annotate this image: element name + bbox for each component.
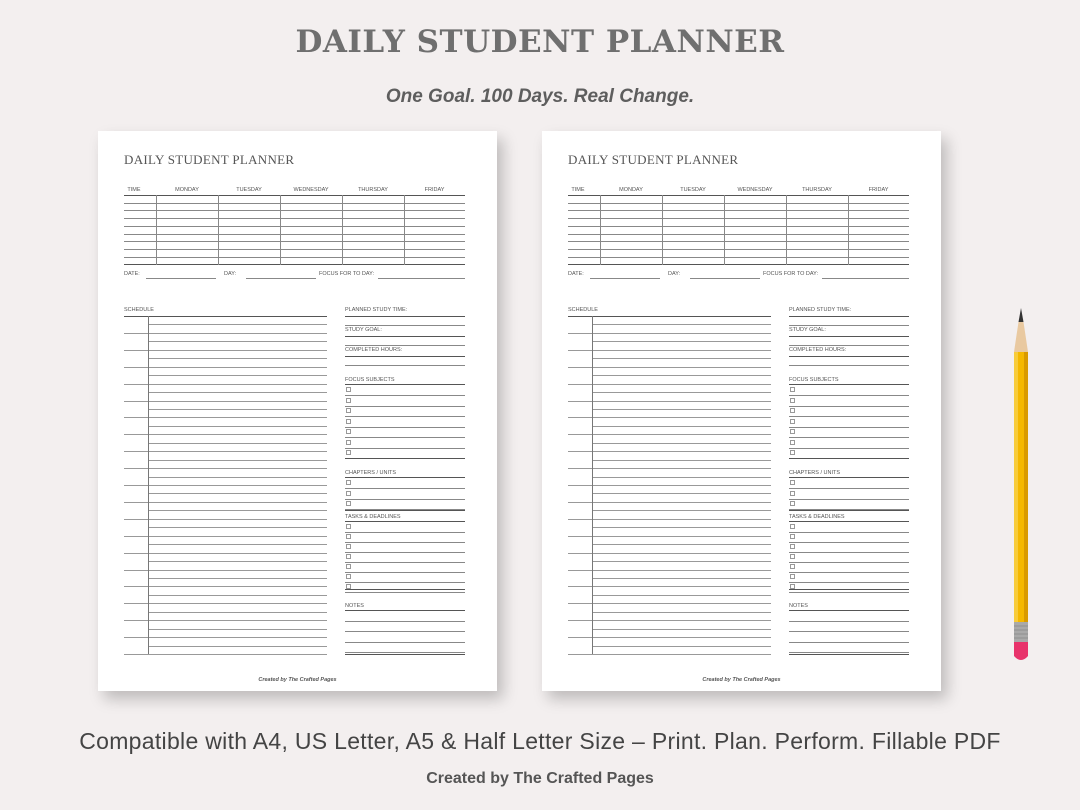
schedule-line — [124, 367, 327, 368]
schedule-line — [148, 527, 327, 528]
schedule-line — [568, 502, 771, 503]
field-line[interactable] — [789, 316, 909, 317]
checkbox[interactable] — [790, 480, 795, 485]
checkbox[interactable] — [790, 387, 795, 392]
day-label: DAY: — [224, 271, 237, 277]
grid-line — [568, 234, 909, 235]
schedule-divider — [148, 316, 149, 654]
weekly-grid — [124, 187, 465, 265]
page-credit: Created by The Crafted Pages — [702, 677, 781, 683]
chapters-units-label: CHAPTERS / UNITS — [345, 470, 397, 476]
field-line[interactable] — [789, 552, 909, 553]
schedule-line — [592, 477, 771, 478]
checkbox[interactable] — [346, 524, 351, 529]
schedule-line — [124, 519, 327, 520]
schedule-line — [568, 519, 771, 520]
schedule-line — [124, 401, 327, 402]
checkbox[interactable] — [346, 387, 351, 392]
schedule-line — [568, 654, 771, 655]
schedule-line — [592, 510, 771, 511]
schedule-line — [592, 324, 771, 325]
field-line[interactable] — [345, 416, 465, 417]
field-line[interactable] — [789, 458, 909, 459]
field-line[interactable] — [345, 316, 465, 317]
grid-line — [568, 226, 909, 227]
schedule-line — [148, 443, 327, 444]
notes-label: NOTES — [789, 603, 808, 609]
checkbox[interactable] — [790, 419, 795, 424]
checkbox[interactable] — [346, 554, 351, 559]
schedule-line — [148, 612, 327, 613]
field-line[interactable] — [789, 448, 909, 449]
schedule-line — [124, 468, 327, 469]
grid-line — [124, 234, 465, 235]
checkbox[interactable] — [790, 524, 795, 529]
grid-line — [568, 210, 909, 211]
field-line[interactable] — [789, 336, 909, 337]
checkbox[interactable] — [346, 501, 351, 506]
field-line[interactable] — [345, 437, 465, 438]
schedule-line — [568, 620, 771, 621]
credit-text: Created by The Crafted Pages — [426, 770, 654, 787]
schedule-area[interactable] — [124, 316, 327, 654]
schedule-line — [148, 578, 327, 579]
grid-divider — [404, 195, 405, 265]
field-line[interactable] — [789, 384, 909, 385]
schedule-line — [592, 595, 771, 596]
planned-study-time-label: PLANNED STUDY TIME: — [345, 307, 408, 313]
schedule-line — [592, 460, 771, 461]
planned-study-time-label: PLANNED STUDY TIME: — [789, 307, 852, 313]
field-line[interactable] — [345, 499, 465, 500]
schedule-line — [592, 646, 771, 647]
grid-divider — [786, 195, 787, 265]
checkbox[interactable] — [790, 534, 795, 539]
checkbox[interactable] — [346, 450, 351, 455]
schedule-line — [124, 553, 327, 554]
checkbox[interactable] — [790, 491, 795, 496]
field-line[interactable] — [345, 395, 465, 396]
schedule-line — [124, 654, 327, 655]
schedule-line — [568, 603, 771, 604]
field-line[interactable] — [345, 488, 465, 489]
pencil-icon — [1011, 308, 1031, 662]
schedule-line — [568, 367, 771, 368]
checkbox[interactable] — [346, 544, 351, 549]
schedule-line — [124, 620, 327, 621]
fill-line[interactable] — [590, 278, 660, 279]
fill-line[interactable] — [146, 278, 216, 279]
schedule-line — [148, 595, 327, 596]
checkbox[interactable] — [346, 429, 351, 434]
schedule-line — [568, 451, 771, 452]
field-line[interactable] — [789, 592, 909, 593]
tasks-deadlines-label: TASKS & DEADLINES — [789, 514, 845, 520]
field-line[interactable] — [789, 542, 909, 543]
schedule-line — [592, 527, 771, 528]
field-line[interactable] — [345, 427, 465, 428]
date-row — [124, 271, 465, 281]
week-header: WEDNESDAY — [737, 187, 773, 193]
grid-line — [124, 218, 465, 219]
week-header: TIME — [127, 187, 141, 193]
grid-divider — [724, 195, 725, 265]
checkbox[interactable] — [346, 419, 351, 424]
schedule-line — [148, 477, 327, 478]
schedule-label: SCHEDULE — [568, 307, 598, 313]
field-line[interactable] — [345, 356, 465, 357]
schedule-line — [568, 333, 771, 334]
checkbox[interactable] — [346, 564, 351, 569]
grid-line — [568, 218, 909, 219]
field-line[interactable] — [789, 477, 909, 478]
schedule-line — [148, 409, 327, 410]
checkbox[interactable] — [790, 398, 795, 403]
field-line[interactable] — [789, 499, 909, 500]
field-line[interactable] — [345, 652, 465, 653]
checkbox[interactable] — [790, 501, 795, 506]
page-credit: Created by The Crafted Pages — [258, 677, 337, 683]
schedule-area[interactable] — [568, 316, 771, 654]
checkbox[interactable] — [346, 491, 351, 496]
schedule-line — [148, 375, 327, 376]
grid-divider — [848, 195, 849, 265]
checkbox[interactable] — [790, 429, 795, 434]
grid-line — [568, 195, 909, 196]
schedule-line — [592, 493, 771, 494]
schedule-line — [148, 629, 327, 630]
schedule-line — [124, 586, 327, 587]
checkbox[interactable] — [346, 408, 351, 413]
schedule-line — [124, 350, 327, 351]
grid-line — [124, 257, 465, 258]
main-title: DAILY STUDENT PLANNER — [295, 24, 785, 60]
schedule-line — [568, 570, 771, 571]
schedule-line — [568, 316, 771, 317]
tasks-deadlines-label: TASKS & DEADLINES — [345, 514, 401, 520]
checkbox[interactable] — [790, 554, 795, 559]
field-line[interactable] — [789, 572, 909, 573]
field-line[interactable] — [345, 631, 465, 632]
field-line[interactable] — [789, 416, 909, 417]
chapters-units-label: CHAPTERS / UNITS — [789, 470, 841, 476]
week-header: THURSDAY — [802, 187, 832, 193]
field-line[interactable] — [345, 345, 465, 346]
schedule-line — [568, 586, 771, 587]
field-line[interactable] — [345, 654, 465, 655]
schedule-line — [568, 350, 771, 351]
field-line[interactable] — [789, 589, 909, 590]
completed-hours-label: COMPLETED HOURS: — [789, 347, 847, 353]
field-line[interactable] — [345, 562, 465, 563]
grid-line — [124, 195, 465, 196]
schedule-line — [592, 375, 771, 376]
fill-line[interactable] — [822, 278, 909, 279]
checkbox[interactable] — [346, 574, 351, 579]
schedule-line — [148, 460, 327, 461]
week-header: TIME — [571, 187, 585, 193]
schedule-line — [568, 485, 771, 486]
schedule-line — [592, 358, 771, 359]
fill-line[interactable] — [378, 278, 465, 279]
planner-title: DAILY STUDENT PLANNER — [568, 152, 739, 167]
field-line[interactable] — [789, 642, 909, 643]
field-line[interactable] — [345, 458, 465, 459]
fill-line[interactable] — [690, 278, 760, 279]
grid-line — [568, 264, 909, 265]
notes-label: NOTES — [345, 603, 364, 609]
grid-line — [124, 241, 465, 242]
schedule-line — [592, 629, 771, 630]
checkbox[interactable] — [346, 398, 351, 403]
tagline: One Goal. 100 Days. Real Change. — [385, 86, 695, 107]
date-row — [568, 271, 909, 281]
field-line[interactable] — [345, 642, 465, 643]
schedule-line — [124, 570, 327, 571]
field-line[interactable] — [789, 437, 909, 438]
field-line[interactable] — [789, 521, 909, 522]
schedule-line — [592, 612, 771, 613]
field-line[interactable] — [345, 510, 465, 511]
grid-line — [124, 210, 465, 211]
field-line[interactable] — [789, 406, 909, 407]
planner-page-right — [542, 131, 941, 691]
schedule-line — [568, 401, 771, 402]
schedule-line — [148, 324, 327, 325]
field-line[interactable] — [789, 652, 909, 653]
grid-divider — [280, 195, 281, 265]
week-header: TUESDAY — [680, 187, 706, 193]
field-line[interactable] — [345, 592, 465, 593]
schedule-line — [148, 544, 327, 545]
field-line[interactable] — [789, 621, 909, 622]
field-line[interactable] — [345, 336, 465, 337]
field-line[interactable] — [345, 582, 465, 583]
schedule-line — [124, 637, 327, 638]
schedule-line — [124, 316, 327, 317]
schedule-line — [592, 578, 771, 579]
checkbox[interactable] — [346, 534, 351, 539]
schedule-line — [568, 417, 771, 418]
schedule-line — [568, 468, 771, 469]
field-line[interactable] — [345, 448, 465, 449]
field-line[interactable] — [345, 621, 465, 622]
checkbox[interactable] — [346, 480, 351, 485]
schedule-line — [592, 544, 771, 545]
grid-divider — [156, 195, 157, 265]
schedule-line — [124, 417, 327, 418]
schedule-line — [148, 646, 327, 647]
schedule-line — [592, 392, 771, 393]
schedule-line — [124, 434, 327, 435]
field-line[interactable] — [345, 365, 465, 366]
checkbox[interactable] — [346, 440, 351, 445]
field-line[interactable] — [345, 589, 465, 590]
grid-divider — [600, 195, 601, 265]
grid-divider — [218, 195, 219, 265]
schedule-divider — [592, 316, 593, 654]
weekly-grid — [568, 187, 909, 265]
schedule-line — [148, 358, 327, 359]
field-line[interactable] — [789, 395, 909, 396]
grid-line — [124, 203, 465, 204]
focus-label: FOCUS FOR TO DAY: — [763, 271, 819, 277]
field-line[interactable] — [789, 356, 909, 357]
schedule-line — [568, 434, 771, 435]
field-line[interactable] — [789, 654, 909, 655]
schedule-line — [148, 426, 327, 427]
week-header: MONDAY — [619, 187, 643, 193]
grid-line — [568, 257, 909, 258]
schedule-line — [592, 443, 771, 444]
checkbox[interactable] — [790, 574, 795, 579]
schedule-line — [592, 409, 771, 410]
schedule-line — [592, 341, 771, 342]
grid-line — [124, 264, 465, 265]
schedule-line — [124, 536, 327, 537]
field-line[interactable] — [345, 552, 465, 553]
schedule-line — [148, 510, 327, 511]
schedule-line — [568, 553, 771, 554]
field-line[interactable] — [789, 582, 909, 583]
schedule-line — [592, 561, 771, 562]
focus-subjects-label: FOCUS SUBJECTS — [345, 377, 395, 383]
schedule-line — [124, 384, 327, 385]
field-line[interactable] — [789, 325, 909, 326]
study-goal-label: STUDY GOAL: — [789, 327, 826, 333]
field-line[interactable] — [789, 427, 909, 428]
schedule-line — [124, 603, 327, 604]
schedule-line — [148, 341, 327, 342]
date-label: DATE: — [124, 271, 140, 277]
compatibility-text: Compatible with A4, US Letter, A5 & Half Letter Size – Print. Plan. Perform. Fillable PDF — [79, 728, 1001, 754]
schedule-line — [124, 333, 327, 334]
checkbox[interactable] — [790, 408, 795, 413]
date-label: DATE: — [568, 271, 584, 277]
field-line[interactable] — [345, 532, 465, 533]
field-line[interactable] — [345, 572, 465, 573]
checkbox[interactable] — [790, 544, 795, 549]
field-line[interactable] — [345, 384, 465, 385]
field-line[interactable] — [345, 477, 465, 478]
grid-divider — [342, 195, 343, 265]
grid-line — [568, 249, 909, 250]
grid-line — [568, 241, 909, 242]
schedule-line — [148, 561, 327, 562]
field-line[interactable] — [345, 521, 465, 522]
checkbox[interactable] — [790, 440, 795, 445]
checkbox[interactable] — [790, 450, 795, 455]
schedule-line — [568, 536, 771, 537]
planner-title: DAILY STUDENT PLANNER — [124, 152, 295, 167]
day-label: DAY: — [668, 271, 681, 277]
schedule-line — [148, 493, 327, 494]
grid-line — [568, 203, 909, 204]
schedule-line — [148, 392, 327, 393]
planner-page-left — [98, 131, 497, 691]
study-goal-label: STUDY GOAL: — [345, 327, 382, 333]
field-line[interactable] — [345, 610, 465, 611]
schedule-line — [124, 451, 327, 452]
week-header: TUESDAY — [236, 187, 262, 193]
checkbox[interactable] — [790, 564, 795, 569]
schedule-line — [568, 637, 771, 638]
field-line[interactable] — [345, 542, 465, 543]
field-line[interactable] — [789, 532, 909, 533]
field-line[interactable] — [789, 510, 909, 511]
field-line[interactable] — [789, 562, 909, 563]
grid-line — [124, 226, 465, 227]
grid-divider — [662, 195, 663, 265]
field-line[interactable] — [789, 610, 909, 611]
week-header: FRIDAY — [868, 187, 889, 193]
week-header: WEDNESDAY — [293, 187, 329, 193]
fill-line[interactable] — [246, 278, 316, 279]
week-header: MONDAY — [175, 187, 199, 193]
schedule-line — [124, 502, 327, 503]
field-line[interactable] — [789, 345, 909, 346]
field-line[interactable] — [345, 406, 465, 407]
focus-label: FOCUS FOR TO DAY: — [319, 271, 375, 277]
field-line[interactable] — [789, 631, 909, 632]
schedule-line — [568, 384, 771, 385]
focus-subjects-label: FOCUS SUBJECTS — [789, 377, 839, 383]
week-header: FRIDAY — [424, 187, 445, 193]
schedule-line — [592, 426, 771, 427]
week-header: THURSDAY — [358, 187, 388, 193]
field-line[interactable] — [345, 325, 465, 326]
schedule-label: SCHEDULE — [124, 307, 154, 313]
grid-line — [124, 249, 465, 250]
field-line[interactable] — [789, 365, 909, 366]
completed-hours-label: COMPLETED HOURS: — [345, 347, 403, 353]
schedule-line — [124, 485, 327, 486]
field-line[interactable] — [789, 488, 909, 489]
